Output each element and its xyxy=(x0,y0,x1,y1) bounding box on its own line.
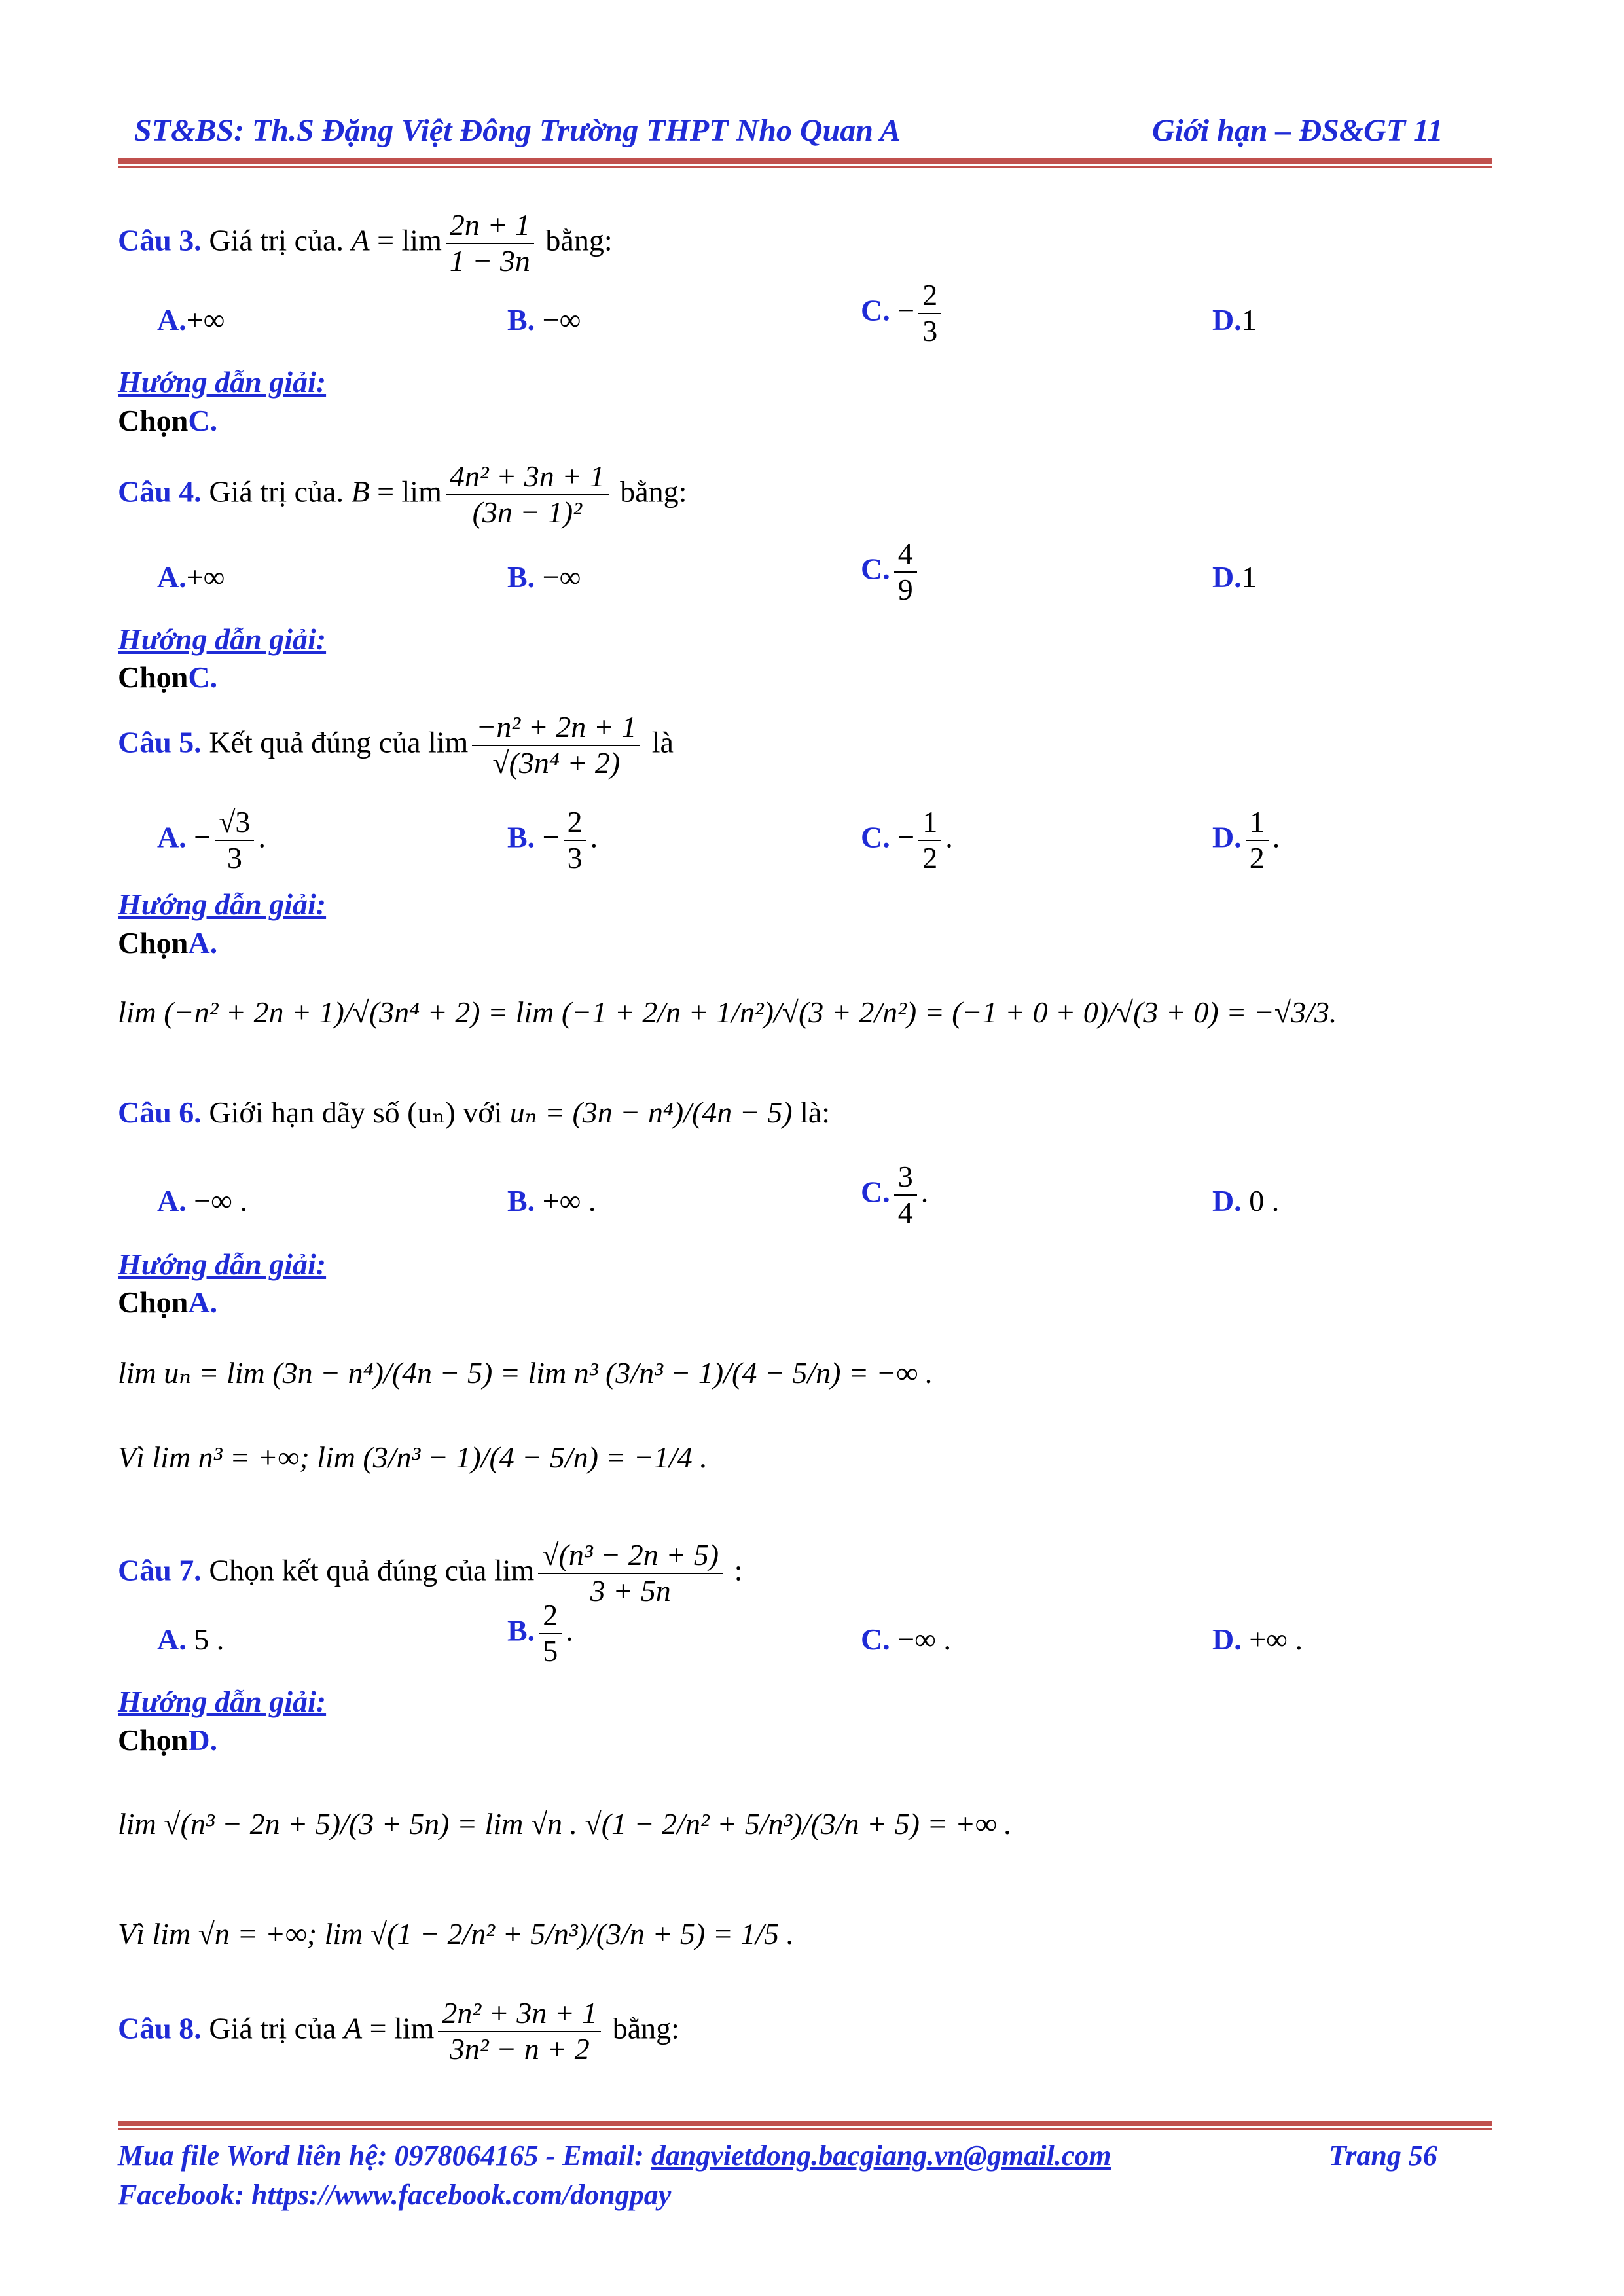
header-left: ST&BS: Th.S Đặng Việt Đông Trường THPT Nho Quan A xyxy=(134,113,901,148)
question-text: Giới hạn dãy số (uₙ) với xyxy=(209,1096,503,1129)
option-c: C. − $\frac{1}{2}$ . xyxy=(861,805,953,874)
footer-contact-text: Mua file Word liên hệ: 0978064165 - Email: xyxy=(118,2140,651,2172)
question-text: Giá trị của. xyxy=(209,475,344,509)
option-d xyxy=(1212,1183,1279,1218)
option-label: D. xyxy=(1212,820,1242,854)
answer-line xyxy=(118,403,217,438)
question-6 xyxy=(118,1094,830,1130)
fraction-denominator: √(3n⁴ + 2) xyxy=(492,745,621,780)
answer-line xyxy=(118,1285,217,1319)
question-end: bằng: xyxy=(612,2011,679,2045)
fraction-numerator: 4n² + 3n + 1 xyxy=(446,459,609,495)
option-label: A. xyxy=(157,1184,187,1217)
solution-heading: Hướng dẫn giải: xyxy=(118,1685,327,1718)
option-d xyxy=(1212,302,1257,337)
option-label: D. xyxy=(1212,1623,1242,1656)
option-sign: − xyxy=(897,820,915,854)
option-sign: − xyxy=(897,293,915,327)
question-label: Câu 4. xyxy=(118,475,202,509)
solution-step-1: lim √(n³ − 2n + 5)/(3 + 5n) = lim √n . √(1 − 2/n² + 5/n³)/(3/n + 5) = +∞ . xyxy=(118,1807,1012,1840)
option-label: B. xyxy=(507,1613,535,1647)
variable: A xyxy=(351,223,370,257)
question-label: Câu 6. xyxy=(118,1096,202,1129)
option-b xyxy=(507,1183,596,1218)
option-a xyxy=(157,560,225,594)
option-value: +∞ . xyxy=(1249,1623,1303,1656)
option-value: 0 . xyxy=(1249,1184,1280,1217)
option-b xyxy=(507,302,581,337)
option-label: D. xyxy=(1212,560,1242,594)
fraction-numerator: 2n² + 3n + 1 xyxy=(438,1996,601,2032)
fraction-numerator: 2 xyxy=(918,278,941,314)
option-value: 1 xyxy=(1241,560,1257,594)
header-right: Giới hạn – ĐS&GT 11 xyxy=(1152,113,1443,148)
question-8: Câu 8. Giá trị của A = lim $\frac{\text{2n² + 3n + 1}}{\text{3n² − n + 2}}$ bằng: xyxy=(118,1996,679,2066)
variable: A xyxy=(343,2011,363,2045)
option-d xyxy=(1212,560,1257,594)
fraction-denominator: 3 xyxy=(567,840,583,874)
question-label: Câu 8. xyxy=(118,2011,202,2045)
option-label: C. xyxy=(861,552,890,586)
fraction-denominator: 3 + 5n xyxy=(590,1573,671,1607)
solution-step-2: Vì lim n³ = +∞; lim (3/n³ − 1)/(4 − 5/n) = −1/4 . xyxy=(118,1441,708,1474)
variable: B xyxy=(351,475,370,509)
option-a xyxy=(157,1622,224,1657)
question-label: Câu 7. xyxy=(118,1553,202,1587)
footer-rule xyxy=(118,2121,1492,2126)
option-c xyxy=(861,1622,951,1657)
footer-contact xyxy=(118,2139,1111,2172)
option-value: −∞ . xyxy=(194,1184,247,1217)
question-end: là: xyxy=(800,1096,831,1129)
option-value: +∞ . xyxy=(542,1184,596,1217)
answer-line xyxy=(118,660,217,694)
answer-prefix: Chọn xyxy=(118,660,189,694)
fraction-numerator: 4 xyxy=(894,537,917,573)
option-label: A. xyxy=(157,1623,187,1656)
question-7 xyxy=(118,1538,742,1609)
fraction-numerator: 3 xyxy=(894,1160,917,1196)
question-3: Câu 3. Giá trị của. A = lim $\frac{2n + 1}{1 - 3n}$ bằng: xyxy=(118,208,613,278)
option-c: C. $\frac{3}{4}$ . xyxy=(861,1160,929,1229)
fraction-numerator: √(n³ − 2n + 5) xyxy=(538,1538,723,1574)
option-value: −∞ xyxy=(542,560,581,594)
question-end: : xyxy=(734,1553,743,1587)
fraction-denominator: 3 xyxy=(226,840,242,874)
answer-choice: C. xyxy=(188,404,218,437)
option-sign: − xyxy=(194,820,211,854)
option-value: +∞ xyxy=(186,560,225,594)
question-end: bằng: xyxy=(545,223,613,257)
answer-choice: A. xyxy=(188,1285,218,1319)
option-label: C. xyxy=(861,293,890,327)
answer-prefix: Chọn xyxy=(118,1723,189,1757)
fraction-numerator: 1 xyxy=(1246,805,1269,841)
option-label: B. xyxy=(507,820,535,854)
answer-prefix: Chọn xyxy=(118,1285,189,1319)
answer-prefix: Chọn xyxy=(118,926,189,960)
footer-rule-thin xyxy=(118,2128,1492,2130)
option-value: −∞ . xyxy=(897,1623,951,1656)
question-text: Kết quả đúng của xyxy=(209,725,421,759)
answer-choice: D. xyxy=(188,1723,218,1757)
option-label: C. xyxy=(861,820,890,854)
option-label: B. xyxy=(507,1184,535,1217)
solution-heading: Hướng dẫn giải: xyxy=(118,365,327,399)
fraction-denominator: 1 − 3n xyxy=(449,243,530,278)
option-value: +∞ xyxy=(186,303,225,336)
lim: lim xyxy=(394,2011,435,2045)
solution-step-2: Vì lim √n = +∞; lim √(1 − 2/n² + 5/n³)/(3/n + 5) = 1/5 . xyxy=(118,1917,795,1950)
fraction-denominator: 9 xyxy=(897,572,913,606)
question-5 xyxy=(118,710,674,781)
solution-step-1: lim uₙ = lim (3n − n⁴)/(4n − 5) = lim n³ (3/n³ − 1)/(4 − 5/n) = −∞ . xyxy=(118,1356,933,1390)
answer-choice: C. xyxy=(188,660,218,694)
fraction-denominator: 3 xyxy=(922,314,938,348)
lim: lim xyxy=(401,475,442,509)
option-label: C. xyxy=(861,1623,890,1656)
header-rule xyxy=(118,158,1492,164)
option-a: A. − $\frac{√3}{3}$ . xyxy=(157,805,266,874)
answer-line xyxy=(118,1723,217,1757)
question-text: Giá trị của. xyxy=(209,223,344,257)
option-c xyxy=(861,278,945,349)
footer-email-link[interactable]: dangvietdong.bacgiang.vn@gmail.com xyxy=(651,2140,1111,2172)
option-label: B. xyxy=(507,303,535,336)
question-end: bằng: xyxy=(620,475,687,509)
lim: lim xyxy=(401,223,442,257)
header-rule-thin xyxy=(118,166,1492,168)
fraction-denominator: 3n² − n + 2 xyxy=(449,2032,590,2066)
answer-line xyxy=(118,925,217,960)
fraction-denominator: 2 xyxy=(1249,840,1265,874)
sequence-formula: uₙ = (3n − n⁴)/(4n − 5) xyxy=(509,1096,793,1129)
option-b xyxy=(507,560,581,594)
option-a xyxy=(157,1183,247,1218)
fraction-numerator: −n² + 2n + 1 xyxy=(472,710,640,746)
question-4: Câu 4. Giá trị của. B = lim $\frac{\text{4n² + 3n + 1}}{\text{(3n − 1)²}}$ bằng: xyxy=(118,459,687,529)
answer-prefix: Chọn xyxy=(118,404,189,437)
question-text: Chọn kết quả đúng của xyxy=(209,1553,487,1587)
answer-choice: A. xyxy=(188,926,218,960)
fraction-numerator: 2 xyxy=(564,805,586,841)
lim: lim xyxy=(494,1553,535,1587)
fraction-denominator: 5 xyxy=(543,1634,558,1668)
fraction-denominator: 2 xyxy=(922,840,938,874)
option-label: C. xyxy=(861,1175,890,1209)
option-b: B. − $\frac{2}{3}$ . xyxy=(507,805,598,874)
option-c xyxy=(861,537,921,607)
fraction-denominator: (3n − 1)² xyxy=(472,495,583,529)
page-number: Trang 56 xyxy=(1329,2140,1437,2172)
solution-heading: Hướng dẫn giải: xyxy=(118,1247,327,1281)
option-b: B. $\frac{2}{5}$ . xyxy=(507,1598,573,1668)
question-text: Giá trị của xyxy=(209,2011,336,2045)
solution-step-1: lim (−n² + 2n + 1)/√(3n⁴ + 2) = lim (−1 + 2/n + 1/n²)/√(3 + 2/n²) = (−1 + 0 + 0)/√(3 + 0) = −√3/3. xyxy=(118,996,1337,1029)
question-label: Câu 5. xyxy=(118,725,202,759)
option-d xyxy=(1212,1622,1303,1657)
fraction-denominator: 4 xyxy=(897,1195,913,1229)
option-label: A. xyxy=(157,820,187,854)
solution-heading: Hướng dẫn giải: xyxy=(118,888,327,921)
fraction-numerator: 1 xyxy=(918,805,941,841)
option-label: D. xyxy=(1212,1184,1242,1217)
question-label: Câu 3. xyxy=(118,223,202,257)
option-value: −∞ xyxy=(542,303,581,336)
option-sign: − xyxy=(542,820,560,854)
option-a xyxy=(157,302,225,337)
fraction-numerator: √3 xyxy=(215,805,254,841)
option-label: A. xyxy=(157,303,187,336)
lim: lim xyxy=(427,725,469,759)
fraction-numerator: 2 xyxy=(539,1598,562,1634)
option-label: B. xyxy=(507,560,535,594)
option-d: D. $\frac{1}{2}$ . xyxy=(1212,805,1280,874)
solution-heading: Hướng dẫn giải: xyxy=(118,622,327,656)
option-label: A. xyxy=(157,560,187,594)
fraction-numerator: 2n + 1 xyxy=(446,208,534,244)
option-label: D. xyxy=(1212,303,1242,336)
question-end: là xyxy=(651,725,674,759)
option-value: 5 . xyxy=(194,1623,225,1656)
footer-facebook: Facebook: https://www.facebook.com/dongpay xyxy=(118,2179,672,2211)
option-value: 1 xyxy=(1241,303,1257,336)
